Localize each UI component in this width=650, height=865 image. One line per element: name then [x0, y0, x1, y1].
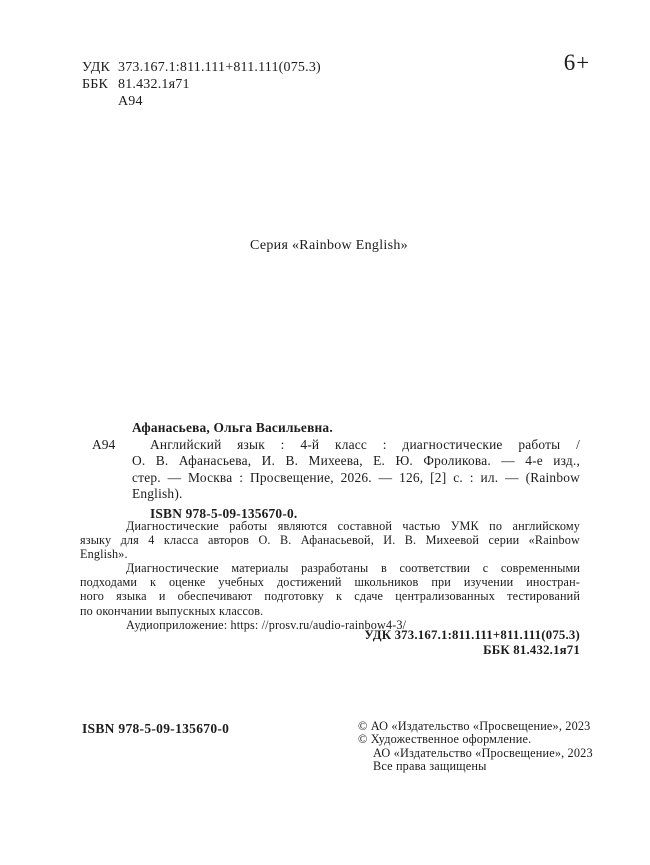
- series-line: Серия «Rainbow English»: [250, 238, 408, 253]
- audio-app-link: Аудиоприложение: https: //prosv.ru/audio-rainbow4-3/: [126, 617, 407, 632]
- catalog-code: А94: [92, 437, 116, 452]
- copyright-line-publisher: © АО «Издательство «Просвещение», 2023: [358, 719, 591, 733]
- udk-row: [82, 59, 321, 76]
- footer-isbn: ISBN 978-5-09-135670-0: [82, 721, 230, 736]
- classification-block-top: [82, 59, 321, 110]
- author-code-top: А94: [118, 94, 143, 109]
- udk-value: 373.167.1:811.111+811.111(075.3): [118, 60, 321, 75]
- annotation-paragraph-2: Диагностические материалы разработаны в соответствии с современными подходами к оценке учебных достижений школьников при изучении иностран- ного языка и обеспечивают подготовку к сдаче централизованных тестирований по окончании выпускных классов.: [80, 561, 580, 618]
- annotation-block: [80, 519, 580, 632]
- bbk-repeat: ББК 81.432.1я71: [483, 642, 580, 657]
- bbk-label: ББК: [82, 77, 109, 92]
- copyright-line-design: © Художественное оформление.: [358, 732, 532, 747]
- copyright-line-rights: Все права защищены: [373, 758, 487, 773]
- card-author: Афанасьева, Ольга Васильевна.: [132, 420, 333, 435]
- catalog-card: [132, 420, 580, 523]
- copyright-line-publisher-2: АО «Издательство «Просвещение», 2023: [373, 745, 593, 760]
- age-rating-badge: 6+: [563, 50, 591, 75]
- author-code-row: [82, 93, 321, 110]
- card-description: Английский язык : 4-й класс : диагностические работы / О. В. Афанасьева, И. В. Михеева, Е. Ю. Фроликова. — 4-е изд., стер. — Москва : Просвещение, 2026. — 126, [2] с. : ил. — (Rainbow English).: [132, 436, 580, 502]
- annotation-paragraph-1: Диагностические работы являются составной частью УМК по английскому языку для 4 класса авторов О. В. Афанасьевой, И. В. Михеевой серии «Rainbow English».: [80, 519, 580, 562]
- card-isbn: ISBN 978-5-09-135670-0.: [150, 505, 298, 521]
- bbk-value: 81.432.1я71: [118, 77, 190, 92]
- copyright-block: [358, 720, 593, 773]
- udk-repeat: УДК 373.167.1:811.111+811.111(075.3): [364, 628, 580, 642]
- udk-label: УДК: [82, 60, 110, 75]
- classification-block-bottom: [364, 628, 580, 657]
- bbk-row: [82, 76, 321, 93]
